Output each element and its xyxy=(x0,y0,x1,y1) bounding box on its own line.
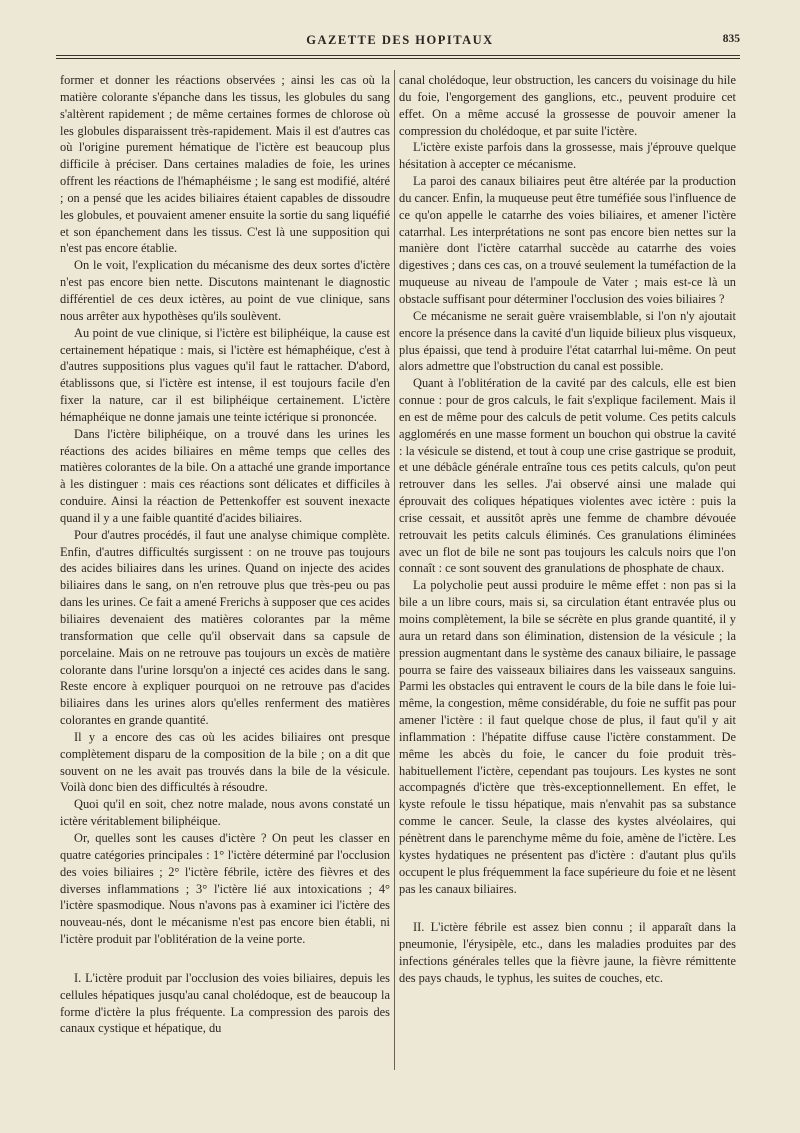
paragraph: Or, quelles sont les causes d'ictère ? On peut les classer en quatre catégories principales : 1° l'ictère déterminé par l'occlusion des voies biliaires ; 2° l'ictère fébrile, ictère des fièvres et des diverses inflammations ; 3° l'ictère lié aux intoxications ; 4° l'ictère spasmodique. Nous n'avons pas à examiner ici l'ictère des nouveau-nés, dont le mécanisme n'est pas encore bien établi, ni l'ictère produit par l'oblitération de la veine porte. xyxy=(60,830,390,947)
paragraph: Dans l'ictère biliphéique, on a trouvé dans les urines les réactions des acides biliaires en même temps que celles des matières colorantes de la bile. On a attaché une grande importance à les distinguer : mais ces réactions sont délicates et difficiles à conduire. Ainsi la réaction de Pettenkoffer est souvent inexacte quand il y a une faible quantité d'acides biliaires. xyxy=(60,426,390,525)
header-rule-top xyxy=(56,55,740,56)
paragraph: former et donner les réactions observées ; ainsi les cas où la matière colorante s'épanche dans les tissus, les globules du sang s'altèrent rapidement ; de même certaines formes de chlorose où les globules disparaissent très-rapidement. Mais il est d'autres cas où l'origine purement hématique de l'ictère est beaucoup plus difficile à préciser. Dans certaines maladies de foie, les urines offrent les réactions de l'hémaphéisme ; le sang est modifié, altéré ; on a pensé que les acides biliaires étaient capables de dissoudre les globules, et pouvaient amener ensuite la sortie du sang liquéfié et son épanchement dans les tissus. C'est là une supposition qui n'est pas encore établie. xyxy=(60,73,390,256)
paragraph: Il y a encore des cas où les acides biliaires ont presque complètement disparu de la composition de la bile ; on a dit que souvent on ne les avait pas trouvés dans la bile de la vésicule. Voilà donc bien des difficultés à résoudre. xyxy=(60,729,390,795)
paragraph: Pour d'autres procédés, il faut une analyse chimique complète. Enfin, d'autres difficultés surgissent : on ne trouve pas toujours des acides biliaires dans les urines. Quand on injecte des acides biliaires dans le sang, on n'en retrouve plus que très-peu ou pas dans les urines. Ce fait a amené Frerichs à supposer que ces acides biliaires devenaient des matières colorantes par la même transformation que celle qu'il observait dans sa capsule de porcelaine. Mais on ne retrouve pas toujours un excès de matière colorante dans l'urine lorsqu'on a injecté ces acides dans le sang. Reste encore à expliquer pourquoi on ne retrouve pas d'acides biliaires dans les urines alors qu'elles renferment des matières colorantes en grande quantité. xyxy=(60,527,390,728)
paragraph: Ce mécanisme ne serait guère vraisemblable, si l'on n'y ajoutait encore la présence dans la cavité d'un liquide bilieux plus visqueux, plus épaissi, que tend à produire l'état catarrhal lui-même. On peut alors admettre que l'obstruction du canal est possible. xyxy=(399,308,736,374)
paragraph: L'ictère existe parfois dans la grossesse, mais j'éprouve quelque hésitation à accepter ce mécanisme. xyxy=(399,140,736,172)
paragraph: II. L'ictère fébrile est assez bien connu ; il apparaît dans la pneumonie, l'érysipèle, etc., dans les maladies produites par des infections générales telles que la fièvre jaune, la fièvre rémittente des pays chauds, le typhus, les suites de couches, etc. xyxy=(399,920,736,985)
paragraph: La polycholie peut aussi produire le même effet : non pas si la bile a un libre cours, mais si, sa circulation étant entravée plus ou moins complètement, la bile se sécrète en plus grande quantité, il y aura un retard dans son élimination, distension de la vésicule ; la pression augmentant dans le système des canaux biliaire, le passage pourra se faire des vaisseaux biliaires dans les vaisseaux sanguins. Parmi les obstacles qui entravent le cours de la bile dans le foie lui-même, la congestion, même considérable, du foie ne suffit pas pour amener l'ictère : il faut quelque chose de plus, il faut qu'il y ait inflammation : l'hépatite diffuse cause l'ictère constamment. De même les abcès du foie, le cancer du foie produit très-habituellement l'ictère, cependant pas toujours. Les kystes ne sont accompagnés d'ictère que très-exceptionnellement. En effet, le kyste refoule le tissu hépatique, mais n'envahit pas sa substance comme le cancer. Seule, la classe des kystes alvéolaires, qui pénètrent dans le parenchyme même du foie, amène de l'ictère. Les kystes hydatiques ne présentent pas d'ictère : d'autant plus qu'ils occupent le plus fréquemment la face supérieure du foie et ne lèsent pas les canaux biliaires. xyxy=(399,578,736,896)
paragraph: La paroi des canaux biliaires peut être altérée par la production du cancer. Enfin, la muqueuse peut être tuméfiée sous l'influence de ce qu'on appelle le catarrhe des voies biliaires, et amener l'ictère catarrhal. Les interprétations ne sont pas encore bien nettes sur la manière dont l'ictère catarrhal succède au catarrhe des voies digestives ; dans ces cas, on a trouvé seulement la tuméfaction de la muqueuse au niveau de l'ampoule de Vater ; mais est-ce là un obstacle suffisant pour déterminer l'occlusion des voies biliaires ? xyxy=(399,174,736,306)
journal-title: GAZETTE DES HOPITAUX xyxy=(306,33,494,47)
page-header xyxy=(60,30,740,52)
paragraph: On le voit, l'explication du mécanisme des deux sortes d'ictère n'est pas encore bien nette. Discutons maintenant le diagnostic différentiel de ces deux ictères, au point de vue clinique, sans nous arrêter aux hypothèses qu'ils soulèvent. xyxy=(60,258,390,323)
paragraph: I. L'ictère produit par l'occlusion des voies biliaires, depuis les cellules hépatiques jusqu'au canal cholédoque, est de beaucoup la forme d'ictère la plus fréquente. La compression des parois des canaux cystique et hépatique, du xyxy=(60,970,390,1036)
header-rule-bottom xyxy=(56,58,740,59)
paragraph: Au point de vue clinique, si l'ictère est biliphéique, la cause est certainement hépatique : mais, si l'ictère est hémaphéique, c'est à d'autres suppositions plus vagues qu'il faut le rattacher. D'abord, établissons que, si l'ictère est intense, il est toujours facile d'en fixer la nature, car il est biliphéique certainement. L'ictère hémaphéique ne donne jamais une teinte ictérique si prononcée. xyxy=(60,325,390,424)
left-column xyxy=(60,72,390,1037)
paragraph: canal cholédoque, leur obstruction, les cancers du voisinage du hile du foie, l'engorgement des ganglions, etc., peuvent produire cet effet. On a même accusé la grossesse de pouvoir amener la compression du cholédoque, et par suite l'ictère. xyxy=(399,73,736,138)
paragraph: Quant à l'oblitération de la cavité par des calculs, elle est bien connue : pour de gros calculs, le fait s'explique facilement. Mais il en est de même pour des calculs de petit volume. Ces petits calculs agglomérés en une masse forment un bouchon qui obstrue la cavité : la vésicule se distend, et tout à coup une crise gastrique se produit, et une débâcle générale entraîne tous ces petits calculs, qu'on peut retrouver dans les selles. J'ai observé ainsi une malade qui éprouvait des coliques hépatiques violentes avec ictère : puis la crise cessait, et aussitôt après une femme de chambre dévouée retrouvait les petits calculs éliminés. Ces granulations éliminées avec un flot de bile ne sont pas toujours les calculs noirs que l'on connaît : ce sont souvent des granulations de phosphate de chaux. xyxy=(399,376,736,576)
right-column xyxy=(399,72,736,987)
page-number: 835 xyxy=(722,33,740,45)
column-divider xyxy=(394,70,395,1070)
paragraph: Quoi qu'il en soit, chez notre malade, nous avons constaté un ictère véritablement biliphéique. xyxy=(60,797,390,829)
